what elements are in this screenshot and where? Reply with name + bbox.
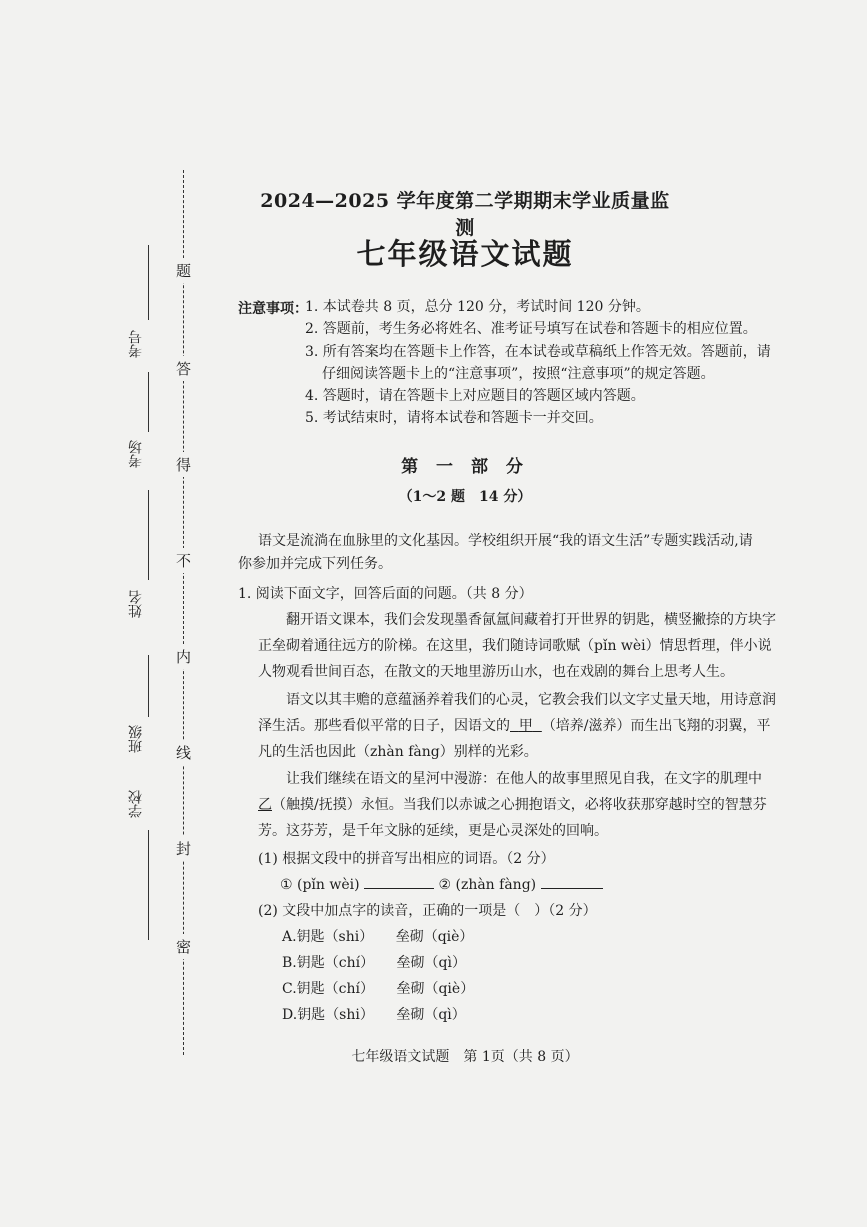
option-a[interactable]: A.钥匙（shi） 垒砌（qiè）	[282, 929, 474, 945]
passage-line: 芳。这芬芳，是千年文脉的延续，更是心灵深处的回响。	[258, 823, 608, 839]
option-d[interactable]: D.钥匙（shi） 垒砌（qì）	[282, 1007, 466, 1023]
passage-line: 让我们继续在语文的星河中漫游：在他人的故事里照见自我，在文字的肌理中	[286, 771, 762, 787]
pinyin-prompt: ① (pǐn wèi)	[280, 877, 360, 893]
intro-line: 你参加并完成下列任务。	[238, 556, 392, 572]
passage-line: 正垒砌着通往远方的阶梯。在这里，我们随诗词歌赋（pǐn wèi）情思哲理，伴小说	[258, 638, 772, 654]
passage-line: 语文以其丰赡的意蕴涵养着我们的心灵，它教会我们以文字丈量天地，用诗意润	[286, 692, 776, 708]
notes-label: 注意事项：	[238, 301, 308, 317]
seal-dashed-line	[183, 170, 184, 1055]
passage-line: 人物观看世间百态，在散文的天地里游历山水，也在戏剧的舞台上思考人生。	[258, 664, 734, 680]
field-label-exam-number: 考号	[128, 330, 144, 358]
answer-blank[interactable]	[364, 874, 434, 889]
blank-mark-jia: 甲	[518, 718, 533, 734]
passage-line	[258, 715, 771, 737]
field-line	[148, 245, 149, 320]
seal-char: 不	[176, 548, 191, 573]
passage-line	[258, 794, 767, 816]
field-label-name: 姓名	[128, 590, 144, 618]
note-item: 3. 所有答案均在答题卡上作答，在本试卷或草稿纸上作答无效。答题前，请	[305, 344, 771, 360]
question-stem: 1. 阅读下面文字，回答后面的问题。（共 8 分）	[238, 586, 533, 602]
field-line	[148, 490, 149, 580]
intro-line: 语文是流淌在血脉里的文化基因。学校组织开展“我的语文生活”专题实践活动,请	[258, 533, 753, 549]
pinyin-prompt: ② (zhàn fàng)	[438, 877, 537, 893]
note-item: 1. 本试卷共 8 页，总分 120 分，考试时间 120 分钟。	[305, 299, 650, 315]
option-c[interactable]: C.钥匙（chí） 垒砌（qiè）	[282, 981, 475, 997]
passage-text: （触摸/抚摸）永恒。当我们以赤诚之心拥抱语文，必将收获那穿越时空的智慧芬	[272, 797, 767, 813]
seal-char: 答	[176, 356, 191, 381]
part-title: 第 一 部 分	[401, 457, 529, 477]
passage-text: （培养/滋养）而生出飞翔的羽翼，平	[541, 718, 771, 734]
field-label-school: 学校	[128, 790, 144, 818]
passage-text: 泽生活。那些看似平常的日子，因语文的	[258, 718, 510, 734]
field-line	[148, 372, 149, 432]
seal-char: 内	[176, 644, 191, 669]
field-line	[148, 830, 149, 940]
seal-char: 密	[176, 934, 191, 959]
seal-char: 题	[176, 258, 191, 283]
option-b[interactable]: B.钥匙（chí） 垒砌（qì）	[282, 955, 466, 971]
note-item: 5. 考试结束时，请将本试卷和答题卡一并交回。	[305, 410, 603, 426]
subquestion-2: (2) 文段中加点字的读音，正确的一项是（ ）（2 分）	[258, 903, 597, 919]
blank-mark-yi: 乙	[258, 797, 272, 813]
note-item: 4. 答题时，请在答题卡上对应题目的答题区域内答题。	[305, 388, 645, 404]
seal-char: 线	[176, 740, 191, 765]
field-label-class: 班级	[128, 725, 144, 753]
answer-row	[280, 874, 603, 896]
part-subtitle: （1～2 题 14 分）	[398, 489, 532, 505]
note-item: 2. 答题前，考生务必将姓名、准考证号填写在试卷和答题卡的相应位置。	[305, 321, 757, 337]
exam-title: 2024—2025 学年度第二学期期末学业质量监测	[260, 190, 670, 239]
seal-char: 封	[176, 836, 191, 861]
subquestion-1: (1) 根据文段中的拼音写出相应的词语。（2 分）	[258, 851, 555, 867]
field-label-exam-room: 考场	[128, 440, 144, 468]
answer-blank[interactable]	[541, 874, 603, 889]
passage-line: 凡的生活也因此（zhàn fàng）别样的光彩。	[258, 744, 538, 760]
subject-title: 七年级语文试题	[356, 237, 574, 271]
field-line	[148, 655, 149, 717]
note-item: 仔细阅读答题卡上的“注意事项”，按照“注意事项”的规定答题。	[322, 366, 715, 382]
page-footer: 七年级语文试题 第 1页（共 8 页）	[351, 1049, 579, 1065]
passage-line: 翻开语文课本，我们会发现墨香氤氲间藏着打开世界的钥匙，横竖撇捺的方块字	[286, 612, 776, 628]
seal-char: 得	[176, 452, 191, 477]
